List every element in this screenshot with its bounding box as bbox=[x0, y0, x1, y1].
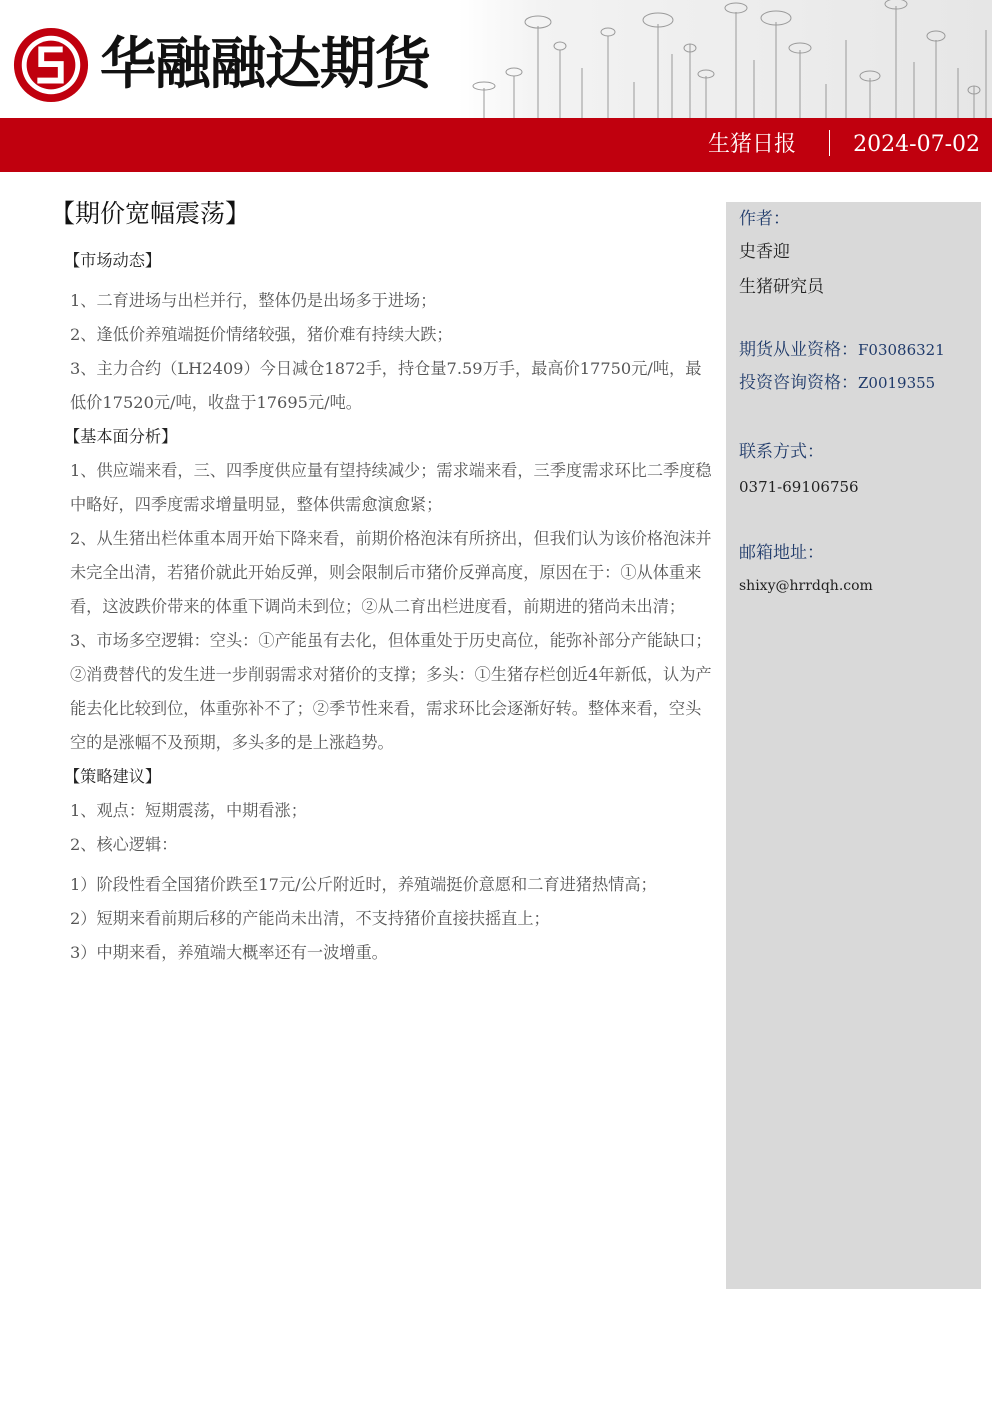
section-heading-fundamental: 【基本面分析】 bbox=[64, 427, 178, 446]
report-type: 生猪日报 bbox=[707, 132, 796, 157]
report-title: 【期价宽幅震荡】 bbox=[50, 199, 251, 228]
phone-number: 0371-69106756 bbox=[739, 478, 859, 496]
section-heading-market: 【市场动态】 bbox=[64, 251, 162, 270]
report-header bbox=[0, 0, 992, 120]
author-label: 作者： bbox=[739, 209, 790, 229]
fundamental-item: 3、市场多空逻辑：空头：①产能虽有去化，但体重处于历史高位，能弥补部分产能缺口；②消费替代的发生进一步削弱需求对猪价的支撑；多头：①生猪存栏创近4年新低，认为产能去化比较到位，体重弥补不了；②季节性来看，需求环比会逐渐好转。整体来看，空头空的是涨幅不及预期，多头多的是上涨趋势。 bbox=[70, 631, 712, 752]
strategy-logic-item: 2）短期来看前期后移的产能尚未出清，不支持猪价直接扶摇直上； bbox=[70, 909, 550, 928]
report-body bbox=[64, 244, 713, 970]
company-name: 华融融达期货 bbox=[100, 32, 430, 97]
author-title: 生猪研究员 bbox=[739, 277, 824, 297]
fundamental-item: 2、从生猪出栏体重本周开始下降来看，前期价格泡沫有所挤出，但我们认为该价格泡沫并未完全出清，若猪价就此开始反弹，则会限制后市猪价反弹高度，原因在于：①从体重来看，这波跌价带来的体重下调尚未到位；②从二育出栏进度看，前期进的猪尚未出清； bbox=[70, 529, 712, 616]
market-item: 3、主力合约（LH2409）今日减仓1872手，持仓量7.59万手，最高价17750元/吨，最低价17520元/吨，收盘于17695元/吨。 bbox=[70, 359, 702, 412]
band-divider bbox=[829, 130, 830, 156]
fundamental-item: 1、供应端来看，三、四季度供应量有望持续减少；需求端来看，三季度需求环比二季度稳中略好，四季度需求增量明显，整体供需愈演愈紧； bbox=[70, 461, 712, 514]
email-label: 邮箱地址： bbox=[739, 543, 824, 563]
decorative-banner bbox=[458, 0, 992, 120]
author-name: 史香迎 bbox=[739, 242, 790, 262]
strategy-logic-label: 2、核心逻辑： bbox=[70, 835, 178, 854]
author-sidebar bbox=[726, 202, 981, 1289]
company-logo-icon bbox=[12, 26, 90, 104]
strategy-logic-item: 1）阶段性看全国猪价跌至17元/公斤附近时，养殖端挺价意愿和二育进猪热情高； bbox=[70, 875, 657, 894]
consult-license-number: Z0019355 bbox=[858, 374, 936, 392]
market-item: 1、二育进场与出栏并行，整体仍是出场多于进场； bbox=[70, 291, 437, 310]
futures-license-number: F03086321 bbox=[858, 341, 945, 359]
market-item: 2、逢低价养殖端挺价情绪较强，猪价难有持续大跌； bbox=[70, 325, 453, 344]
strategy-view: 1、观点：短期震荡，中期看涨； bbox=[70, 801, 307, 820]
contact-label: 联系方式： bbox=[739, 442, 824, 462]
report-date: 2024-07-02 bbox=[853, 132, 980, 157]
title-band bbox=[0, 118, 992, 172]
section-heading-strategy: 【策略建议】 bbox=[64, 767, 162, 786]
email-address[interactable]: shixy@hrrdqh.com bbox=[739, 578, 873, 594]
strategy-logic-item: 3）中期来看，养殖端大概率还有一波增重。 bbox=[70, 943, 388, 962]
futures-license-label: 期货从业资格：F03086321 bbox=[739, 340, 945, 360]
consult-license-label: 投资咨询资格：Z0019355 bbox=[739, 373, 936, 393]
